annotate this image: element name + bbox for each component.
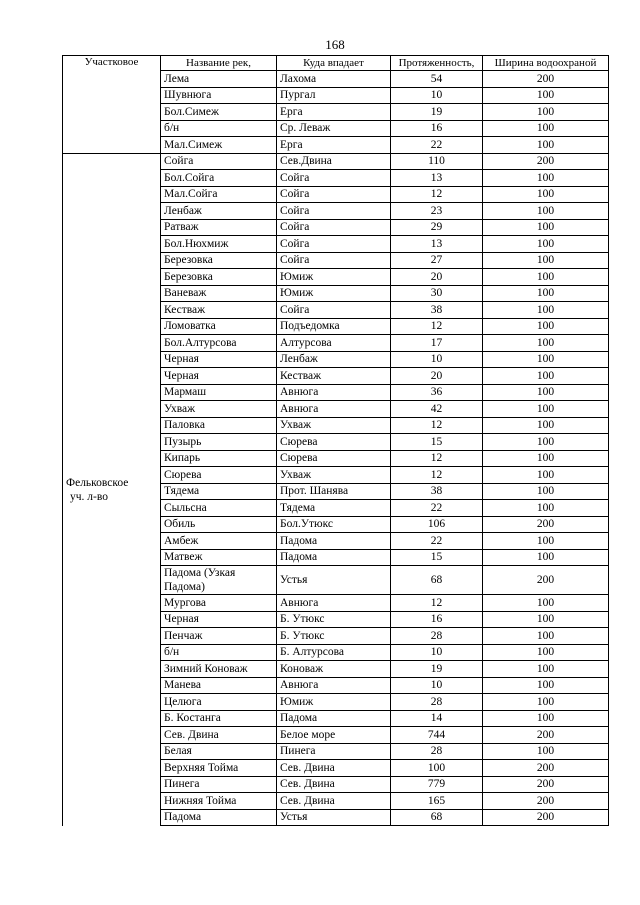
mouth-cell: Ерга bbox=[277, 104, 391, 121]
mouth-cell: Сев. Двина bbox=[277, 760, 391, 777]
length-cell: 29 bbox=[391, 219, 483, 236]
river-name-cell: Кипарь bbox=[161, 450, 277, 467]
protection-width-cell: 100 bbox=[483, 318, 609, 335]
river-name-cell: Березовка bbox=[161, 269, 277, 286]
protection-width-cell: 100 bbox=[483, 611, 609, 628]
table-header bbox=[63, 56, 609, 71]
length-cell: 22 bbox=[391, 500, 483, 517]
river-name-cell: Черная bbox=[161, 368, 277, 385]
length-cell: 15 bbox=[391, 549, 483, 566]
river-name-cell: б/н bbox=[161, 120, 277, 137]
mouth-cell: Сойга bbox=[277, 252, 391, 269]
mouth-cell: Лахома bbox=[277, 71, 391, 88]
river-name-cell: Мал.Симеж bbox=[161, 137, 277, 154]
length-cell: 23 bbox=[391, 203, 483, 220]
protection-width-cell: 100 bbox=[483, 219, 609, 236]
protection-width-cell: 200 bbox=[483, 566, 609, 595]
mouth-cell: Ср. Леваж bbox=[277, 120, 391, 137]
length-cell: 10 bbox=[391, 351, 483, 368]
river-name-cell: Сойга bbox=[161, 153, 277, 170]
river-name-cell: Обиль bbox=[161, 516, 277, 533]
length-cell: 22 bbox=[391, 533, 483, 550]
protection-width-cell: 100 bbox=[483, 644, 609, 661]
length-cell: 22 bbox=[391, 137, 483, 154]
table-row bbox=[63, 153, 609, 170]
river-name-cell: б/н bbox=[161, 644, 277, 661]
river-name-cell: Ухваж bbox=[161, 401, 277, 418]
river-name-cell: Бол.Нюхмиж bbox=[161, 236, 277, 253]
river-name-cell: Ваневаж bbox=[161, 285, 277, 302]
river-name-cell: Мал.Сойга bbox=[161, 186, 277, 203]
protection-width-cell: 100 bbox=[483, 628, 609, 645]
protection-width-cell: 200 bbox=[483, 71, 609, 88]
river-name-cell: Бол.Сойга bbox=[161, 170, 277, 187]
mouth-cell: Ухваж bbox=[277, 417, 391, 434]
protection-width-cell: 100 bbox=[483, 500, 609, 517]
mouth-cell: Сойга bbox=[277, 203, 391, 220]
protection-width-cell: 100 bbox=[483, 661, 609, 678]
mouth-cell: Кестваж bbox=[277, 368, 391, 385]
length-cell: 16 bbox=[391, 120, 483, 137]
mouth-cell: Авнюга bbox=[277, 401, 391, 418]
protection-width-cell: 100 bbox=[483, 434, 609, 451]
column-header-district: Участковое bbox=[63, 56, 161, 71]
mouth-cell: Сев.Двина bbox=[277, 153, 391, 170]
protection-width-cell: 100 bbox=[483, 368, 609, 385]
river-name-cell: Сыльсна bbox=[161, 500, 277, 517]
header-row bbox=[63, 56, 609, 71]
river-name-cell: Пинега bbox=[161, 776, 277, 793]
river-name-cell: Целюга bbox=[161, 694, 277, 711]
protection-width-cell: 100 bbox=[483, 137, 609, 154]
mouth-cell: Сюрева bbox=[277, 450, 391, 467]
length-cell: 10 bbox=[391, 677, 483, 694]
length-cell: 106 bbox=[391, 516, 483, 533]
length-cell: 13 bbox=[391, 236, 483, 253]
mouth-cell: Коноваж bbox=[277, 661, 391, 678]
protection-width-cell: 200 bbox=[483, 760, 609, 777]
protection-width-cell: 200 bbox=[483, 793, 609, 810]
protection-width-cell: 200 bbox=[483, 516, 609, 533]
protection-width-cell: 100 bbox=[483, 483, 609, 500]
mouth-cell: Ерга bbox=[277, 137, 391, 154]
river-name-cell: Нижняя Тойма bbox=[161, 793, 277, 810]
length-cell: 20 bbox=[391, 368, 483, 385]
mouth-cell: Б. Утюкс bbox=[277, 628, 391, 645]
river-name-cell: Бол.Алтурсова bbox=[161, 335, 277, 352]
length-cell: 27 bbox=[391, 252, 483, 269]
river-name-cell: Пузырь bbox=[161, 434, 277, 451]
protection-width-cell: 100 bbox=[483, 269, 609, 286]
district-cell bbox=[63, 153, 161, 826]
length-cell: 12 bbox=[391, 318, 483, 335]
protection-width-cell: 100 bbox=[483, 694, 609, 711]
protection-width-cell: 100 bbox=[483, 743, 609, 760]
mouth-cell: Тядема bbox=[277, 500, 391, 517]
column-header-mouth: Куда впадает bbox=[277, 56, 391, 71]
length-cell: 68 bbox=[391, 809, 483, 826]
length-cell: 38 bbox=[391, 483, 483, 500]
protection-width-cell: 100 bbox=[483, 203, 609, 220]
protection-width-cell: 100 bbox=[483, 549, 609, 566]
protection-width-cell: 100 bbox=[483, 450, 609, 467]
length-cell: 12 bbox=[391, 417, 483, 434]
river-name-cell: Верхняя Тойма bbox=[161, 760, 277, 777]
protection-width-cell: 200 bbox=[483, 776, 609, 793]
length-cell: 38 bbox=[391, 302, 483, 319]
protection-width-cell: 100 bbox=[483, 285, 609, 302]
protection-width-cell: 100 bbox=[483, 302, 609, 319]
mouth-cell: Пургал bbox=[277, 87, 391, 104]
length-cell: 28 bbox=[391, 743, 483, 760]
protection-width-cell: 200 bbox=[483, 727, 609, 744]
river-name-cell: Пенчаж bbox=[161, 628, 277, 645]
mouth-cell: Сев. Двина bbox=[277, 776, 391, 793]
protection-width-cell: 100 bbox=[483, 236, 609, 253]
protection-width-cell: 100 bbox=[483, 170, 609, 187]
length-cell: 36 bbox=[391, 384, 483, 401]
table-row bbox=[63, 71, 609, 88]
river-name-cell: Мургова bbox=[161, 595, 277, 612]
mouth-cell: Ленбаж bbox=[277, 351, 391, 368]
length-cell: 744 bbox=[391, 727, 483, 744]
mouth-cell: Пинега bbox=[277, 743, 391, 760]
length-cell: 12 bbox=[391, 467, 483, 484]
rivers-table bbox=[62, 55, 609, 826]
protection-width-cell: 100 bbox=[483, 401, 609, 418]
protection-width-cell: 100 bbox=[483, 87, 609, 104]
protection-width-cell: 100 bbox=[483, 417, 609, 434]
river-name-cell: Манева bbox=[161, 677, 277, 694]
mouth-cell: Б. Алтурсова bbox=[277, 644, 391, 661]
mouth-cell: Подъедомка bbox=[277, 318, 391, 335]
length-cell: 42 bbox=[391, 401, 483, 418]
river-name-cell: Лема bbox=[161, 71, 277, 88]
mouth-cell: Сойга bbox=[277, 302, 391, 319]
district-cell bbox=[63, 71, 161, 154]
district-label: уч. л-во bbox=[70, 490, 108, 503]
river-name-cell: Паловка bbox=[161, 417, 277, 434]
length-cell: 68 bbox=[391, 566, 483, 595]
length-cell: 19 bbox=[391, 661, 483, 678]
mouth-cell: Устья bbox=[277, 809, 391, 826]
river-name-cell: Кестваж bbox=[161, 302, 277, 319]
mouth-cell: Авнюга bbox=[277, 384, 391, 401]
protection-width-cell: 100 bbox=[483, 710, 609, 727]
protection-width-cell: 100 bbox=[483, 595, 609, 612]
river-name-cell: Белая bbox=[161, 743, 277, 760]
mouth-cell: Сойга bbox=[277, 170, 391, 187]
length-cell: 15 bbox=[391, 434, 483, 451]
river-name-cell: Ломоватка bbox=[161, 318, 277, 335]
river-name-cell: Ленбаж bbox=[161, 203, 277, 220]
length-cell: 20 bbox=[391, 269, 483, 286]
river-name-cell: Черная bbox=[161, 611, 277, 628]
protection-width-cell: 100 bbox=[483, 384, 609, 401]
length-cell: 17 bbox=[391, 335, 483, 352]
river-name-cell: Падома (Узкая Падома) bbox=[161, 566, 277, 595]
length-cell: 100 bbox=[391, 760, 483, 777]
river-name-cell: Амбеж bbox=[161, 533, 277, 550]
river-name-cell: Падома bbox=[161, 809, 277, 826]
river-name-cell: Черная bbox=[161, 351, 277, 368]
length-cell: 12 bbox=[391, 186, 483, 203]
length-cell: 16 bbox=[391, 611, 483, 628]
protection-width-cell: 100 bbox=[483, 104, 609, 121]
mouth-cell: Ухваж bbox=[277, 467, 391, 484]
protection-width-cell: 100 bbox=[483, 335, 609, 352]
protection-width-cell: 200 bbox=[483, 153, 609, 170]
mouth-cell: Устья bbox=[277, 566, 391, 595]
river-name-cell: Бол.Симеж bbox=[161, 104, 277, 121]
protection-width-cell: 100 bbox=[483, 351, 609, 368]
length-cell: 12 bbox=[391, 595, 483, 612]
river-name-cell: Сюрева bbox=[161, 467, 277, 484]
mouth-cell: Алтурсова bbox=[277, 335, 391, 352]
protection-width-cell: 100 bbox=[483, 252, 609, 269]
river-name-cell: Ратваж bbox=[161, 219, 277, 236]
length-cell: 165 bbox=[391, 793, 483, 810]
river-name-cell: Матвеж bbox=[161, 549, 277, 566]
mouth-cell: Юмиж bbox=[277, 269, 391, 286]
protection-width-cell: 100 bbox=[483, 120, 609, 137]
river-name-cell: Шувнюга bbox=[161, 87, 277, 104]
mouth-cell: Сев. Двина bbox=[277, 793, 391, 810]
mouth-cell: Б. Утюкс bbox=[277, 611, 391, 628]
protection-width-cell: 200 bbox=[483, 809, 609, 826]
column-header-protection-width: Ширина водоохраной bbox=[483, 56, 609, 71]
length-cell: 30 bbox=[391, 285, 483, 302]
protection-width-cell: 100 bbox=[483, 677, 609, 694]
length-cell: 10 bbox=[391, 644, 483, 661]
mouth-cell: Сойга bbox=[277, 236, 391, 253]
mouth-cell: Юмиж bbox=[277, 285, 391, 302]
mouth-cell: Сюрева bbox=[277, 434, 391, 451]
protection-width-cell: 100 bbox=[483, 467, 609, 484]
page-number: 168 bbox=[325, 37, 345, 52]
length-cell: 19 bbox=[391, 104, 483, 121]
mouth-cell: Юмиж bbox=[277, 694, 391, 711]
length-cell: 28 bbox=[391, 628, 483, 645]
table-body bbox=[63, 71, 609, 826]
mouth-cell: Прот. Шанява bbox=[277, 483, 391, 500]
river-name-cell: Б. Костанга bbox=[161, 710, 277, 727]
column-header-length: Протяженность, bbox=[391, 56, 483, 71]
length-cell: 10 bbox=[391, 87, 483, 104]
length-cell: 28 bbox=[391, 694, 483, 711]
river-name-cell: Тядема bbox=[161, 483, 277, 500]
mouth-cell: Сойга bbox=[277, 219, 391, 236]
length-cell: 14 bbox=[391, 710, 483, 727]
protection-width-cell: 100 bbox=[483, 186, 609, 203]
length-cell: 12 bbox=[391, 450, 483, 467]
river-name-cell: Березовка bbox=[161, 252, 277, 269]
column-header-river-name: Название рек, bbox=[161, 56, 277, 71]
mouth-cell: Авнюга bbox=[277, 677, 391, 694]
river-name-cell: Мармаш bbox=[161, 384, 277, 401]
mouth-cell: Сойга bbox=[277, 186, 391, 203]
length-cell: 110 bbox=[391, 153, 483, 170]
district-label: Фельковское bbox=[66, 476, 129, 489]
length-cell: 13 bbox=[391, 170, 483, 187]
length-cell: 54 bbox=[391, 71, 483, 88]
protection-width-cell: 100 bbox=[483, 533, 609, 550]
mouth-cell: Авнюга bbox=[277, 595, 391, 612]
mouth-cell: Падома bbox=[277, 549, 391, 566]
mouth-cell: Падома bbox=[277, 533, 391, 550]
mouth-cell: Падома bbox=[277, 710, 391, 727]
mouth-cell: Бол.Утюкс bbox=[277, 516, 391, 533]
river-name-cell: Зимний Коноваж bbox=[161, 661, 277, 678]
length-cell: 779 bbox=[391, 776, 483, 793]
river-name-cell: Сев. Двина bbox=[161, 727, 277, 744]
mouth-cell: Белое море bbox=[277, 727, 391, 744]
